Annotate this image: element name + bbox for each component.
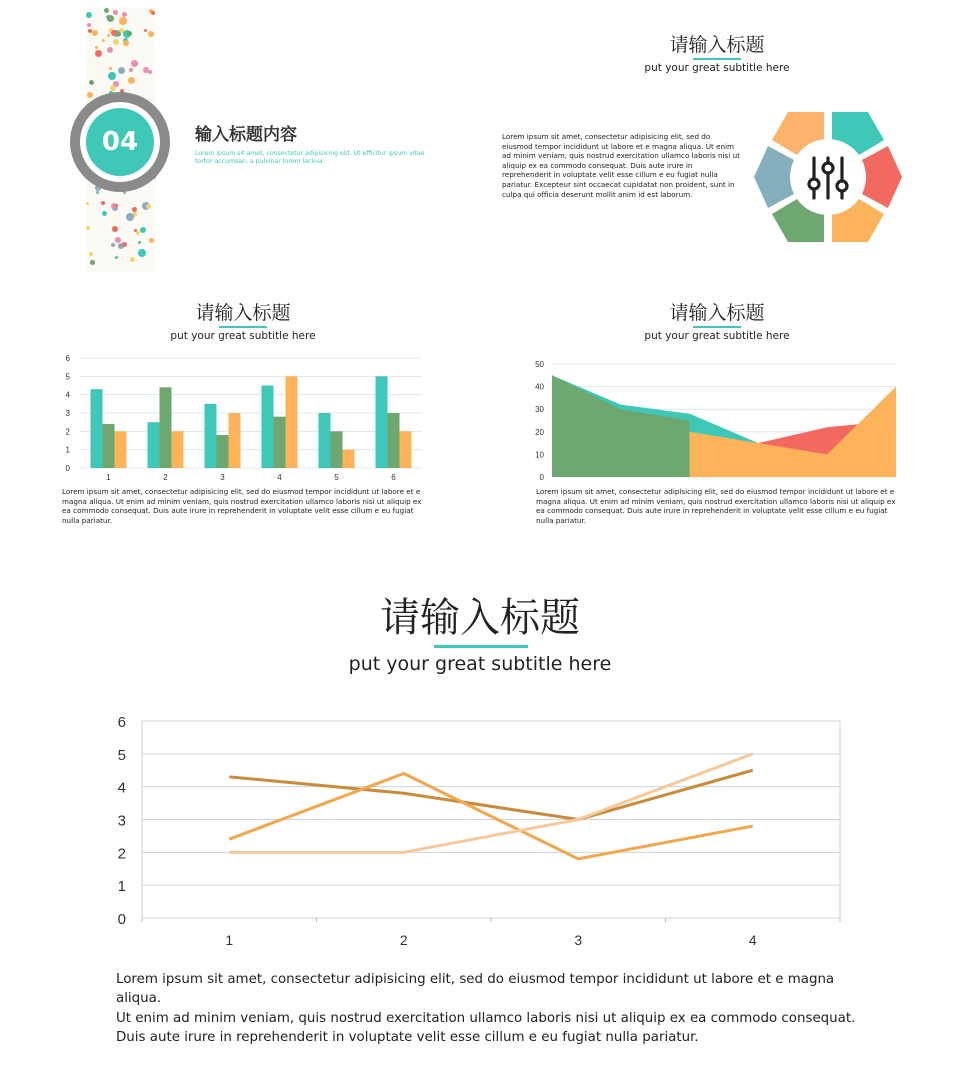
y-tick-label: 0 (65, 464, 70, 473)
y-tick-label: 10 (535, 450, 544, 460)
y-tick-label: 3 (65, 409, 70, 418)
bar (148, 422, 160, 468)
main-subtitle: put your great subtitle here (348, 653, 612, 675)
x-tick-label: 3 (574, 932, 583, 948)
y-tick-label: 5 (117, 746, 126, 764)
section-title: 输入标题内容 (195, 125, 297, 145)
x-tick-label: 3 (220, 473, 225, 482)
hexagon-infographic (752, 110, 904, 244)
x-tick-label: 4 (277, 473, 282, 482)
bar (160, 387, 172, 468)
bar (388, 413, 400, 468)
line-series (229, 754, 753, 853)
y-tick-label: 6 (65, 354, 70, 363)
panel-subtitle: put your great subtitle here (170, 330, 316, 342)
flower-dot (112, 226, 118, 232)
flower-dot (127, 31, 132, 36)
flower-dot (119, 17, 127, 25)
y-tick-label: 4 (117, 779, 126, 797)
bar (91, 389, 103, 468)
body-line: Lorem ipsum sit amet, consectetur adipisicing elit, sed do eiusmod tempor incididunt ut labore et e magna aliqua. (116, 972, 835, 1007)
flower-dot (123, 40, 129, 46)
panel-body-text: Lorem ipsum sit amet, consectetur adipisicing elit, sed do eiusmod tempor incididunt ut labore et e magna aliqua. Ut enim ad minim veniam, quis nostrud exercitation ullamco laboris nisi ut aliquip ex ea commodo consequat. Duis aute irure in reprehenderit in voluptate velit esse cillum e eu fugiat nulla pariatur. (62, 487, 422, 525)
section-description: Lorem ipsum sit amet, consectetur adipisicing elit. Ut efficitur ipsum vitae tortor accumsan, a pulvinar lorem lacinia. (195, 150, 425, 165)
flower-dot (130, 257, 135, 262)
flower-dot (104, 8, 109, 13)
bar (172, 431, 184, 468)
flower-dot (96, 191, 99, 194)
panel-title: 请输入标题 (669, 302, 765, 324)
flower-dot (134, 229, 137, 232)
flower-dot (87, 92, 93, 98)
area-series (552, 375, 690, 477)
section-number: 04 (86, 108, 154, 176)
flower-dot (113, 10, 118, 15)
flower-dot (90, 260, 95, 265)
flower-dot (126, 213, 134, 221)
flower-dot (95, 46, 98, 49)
flower-dot (144, 29, 147, 32)
bar (103, 424, 115, 468)
bar (319, 413, 331, 468)
flower-dot (149, 238, 154, 243)
bar-chart (58, 352, 426, 486)
bar (217, 435, 229, 468)
flower-dot (118, 67, 125, 74)
bar (376, 376, 388, 468)
y-tick-label: 2 (117, 845, 126, 863)
y-tick-label: 1 (117, 878, 126, 896)
flower-dot (151, 11, 155, 15)
flower-dot (111, 243, 115, 247)
bar (286, 376, 298, 468)
x-tick-label: 1 (106, 473, 111, 482)
flower-dot (89, 252, 93, 256)
panel-title: 请输入标题 (669, 34, 765, 56)
main-title: 请输入标题 (380, 595, 580, 641)
line-series (229, 770, 753, 819)
flower-dot (138, 249, 146, 257)
flower-dot (107, 47, 113, 53)
flower-dot (131, 60, 138, 67)
flower-dot (109, 67, 112, 70)
flower-dot (101, 201, 105, 205)
panel-subtitle: put your great subtitle here (644, 62, 790, 74)
flower-dot (148, 70, 152, 74)
bar (262, 386, 274, 469)
title-underline (693, 58, 741, 60)
y-tick-label: 50 (535, 360, 544, 369)
flower-dot (107, 34, 110, 37)
y-tick-label: 0 (539, 473, 544, 482)
flower-dot (122, 242, 127, 247)
main-body-text (116, 970, 876, 1047)
flower-dot (117, 32, 121, 36)
flower-dot (148, 31, 154, 37)
y-tick-label: 30 (535, 405, 544, 415)
y-tick-label: 6 (117, 714, 126, 731)
bar (331, 431, 343, 468)
flower-dot (92, 30, 98, 36)
y-tick-label: 2 (65, 427, 70, 437)
y-tick-label: 40 (535, 382, 544, 392)
flower-dot (138, 241, 141, 244)
bar (229, 413, 241, 468)
flower-dot (110, 85, 116, 91)
flower-dot (102, 39, 105, 42)
flower-dot (86, 12, 92, 18)
hexagon-segment (862, 146, 902, 208)
y-tick-label: 1 (65, 445, 70, 455)
y-tick-label: 0 (117, 911, 126, 928)
y-tick-label: 20 (535, 427, 544, 437)
flower-dot (95, 50, 102, 57)
hexagon-segment (754, 146, 794, 208)
x-tick-label: 2 (399, 932, 408, 948)
flower-dot (86, 226, 90, 230)
bar (343, 450, 355, 468)
flower-dot (113, 39, 119, 45)
panel-title: 请输入标题 (195, 302, 291, 324)
x-tick-label: 2 (163, 473, 168, 482)
flower-dot (146, 204, 151, 209)
flower-dot (115, 256, 118, 259)
flower-dot (129, 68, 133, 72)
panel-body-text: Lorem ipsum sit amet, consectetur adipisicing elit, sed do eiusmod tempor incididunt ut labore et e magna aliqua. Ut enim ad minim veniam, quis nostrud exercitation ullamco laboris nisi ut aliquip ex ea commodo consequat. Duis aute irure in reprehenderit in voluptate velit esse cillum e eu fugiat nulla pariatur. Excepteur sint occaecat cupidatat non proident, sunt in culpa qui officia deserunt mollit anim id est laborum. (502, 132, 740, 199)
bar (205, 404, 217, 468)
flower-dot (108, 72, 116, 80)
y-tick-label: 3 (117, 812, 126, 830)
line-chart (100, 708, 860, 958)
bar (115, 431, 127, 468)
flower-dot (86, 202, 89, 205)
panel-body-text: Lorem ipsum sit amet, consectetur adipisicing elit, sed do eiusmod tempor incididunt ut labore et e magna aliqua. Ut enim ad minim veniam, quis nostrud exercitation ullamco laboris nisi ut aliquip ex ea commodo consequat. Duis aute irure in reprehenderit in voluptate velit esse cillum e eu fugiat nulla pariatur. (536, 487, 896, 525)
y-tick-label: 5 (65, 372, 70, 382)
flower-dot (132, 207, 137, 212)
bar (274, 417, 286, 468)
x-tick-label: 4 (748, 932, 757, 948)
body-line: Ut enim ad minim veniam, quis nostrud exercitation ullamco laboris nisi ut aliquip ex ea commodo consequat. (116, 1010, 856, 1026)
panel-subtitle: put your great subtitle here (644, 330, 790, 342)
flower-dot (115, 204, 118, 207)
sliders-icon (809, 158, 847, 198)
title-underline (434, 645, 528, 648)
bar (400, 431, 412, 468)
x-tick-label: 6 (391, 473, 396, 482)
flower-dot (136, 231, 140, 235)
body-line: Duis aute irure in reprehenderit in voluptate velit esse cillum e eu fugiat nulla pariatur. (116, 1029, 699, 1045)
flower-dot (102, 211, 107, 216)
y-tick-label: 4 (65, 390, 70, 400)
flower-dot (115, 237, 121, 243)
flower-dot (87, 23, 91, 27)
flower-dot (140, 227, 146, 233)
x-tick-label: 1 (225, 932, 234, 948)
flower-dot (107, 15, 114, 22)
flower-dot (128, 77, 135, 84)
area-chart (530, 356, 902, 484)
title-underline (219, 326, 267, 328)
title-underline (693, 326, 741, 328)
flower-dot (122, 12, 127, 17)
flower-dot (89, 80, 94, 85)
x-tick-label: 5 (334, 473, 339, 482)
